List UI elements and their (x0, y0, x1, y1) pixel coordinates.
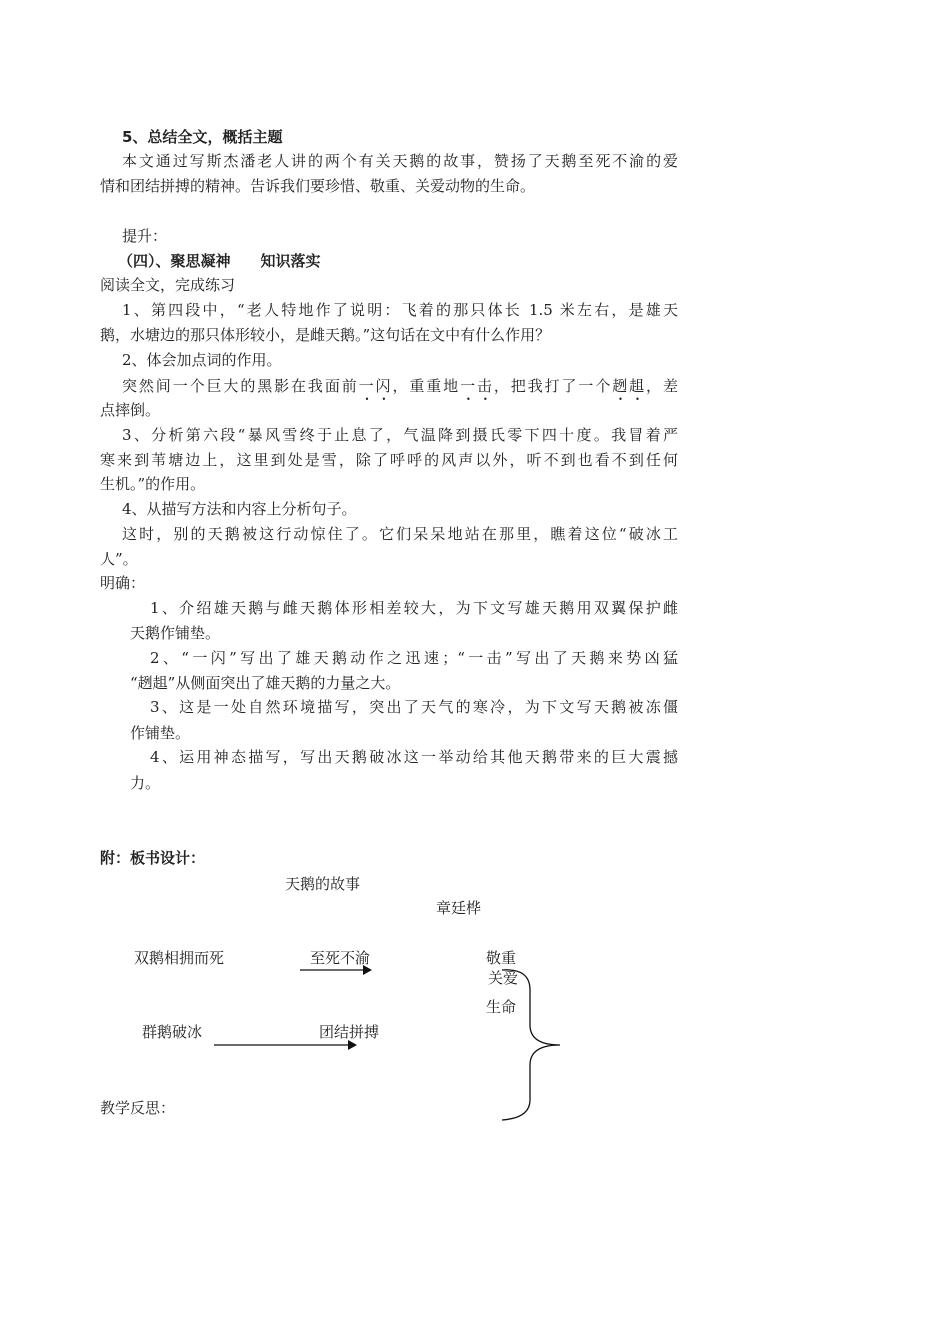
answer-1-cont: 天鹅作铺垫。 (130, 624, 221, 642)
tisheng-label: 提升： (122, 227, 168, 245)
board-conclusion-1: 敬重 (486, 949, 517, 967)
question-2-sentence-cont: 点摔倒。 (100, 401, 161, 419)
emphasis-word: 趔趄 (612, 377, 647, 395)
question-4: 4、从描写方法和内容上分析句子。 (122, 500, 357, 518)
answer-2-cont: “趔趄”从侧面突出了雄天鹅的力量之大。 (130, 674, 401, 692)
board-theme-2: 团结拼搏 (319, 1023, 380, 1041)
question-4-sentence-cont: 人”。 (100, 550, 138, 568)
text: 突然间一个巨大的黑影在我面前 (122, 377, 359, 395)
section-heading-practice: （四）、聚思凝神 知识落实 (118, 252, 321, 270)
question-3: 3、分析第六段“暴风雪终于止息了，气温降到摄氏零下四十度。我冒着严 (122, 426, 678, 444)
question-3-cont: 生机。”的作用。 (100, 475, 206, 493)
summary-text-line: 本文通过写斯杰潘老人讲的两个有关天鹅的故事，赞扬了天鹅至死不渝的爱 (122, 152, 678, 170)
board-theme-1: 至死不渝 (310, 949, 371, 967)
answer-1: 1、介绍雄天鹅与雌天鹅体形相差较大，为下文写雄天鹅用双翼保护雌 (150, 599, 678, 617)
board-design-label: 附：板书设计： (100, 849, 206, 867)
summary-text-line: 情和团结拼搏的精神。告诉我们要珍惜、敬重、关爱动物的生命。 (100, 177, 536, 195)
question-3-cont: 寒来到苇塘边上，这里到处是雪，除了呼呼的风声以外，听不到也看不到任何 (100, 451, 678, 469)
arrow-2 (214, 1040, 357, 1050)
section-heading-summary: 5、总结全文，概括主题 (122, 128, 283, 146)
board-story-2: 群鹅破冰 (142, 1023, 203, 1041)
emphasis-word: 一闪 (358, 377, 393, 395)
board-story-1: 双鹅相拥而死 (134, 949, 225, 967)
answers-label: 明确： (100, 574, 146, 592)
reflection-label: 教学反思： (100, 1099, 176, 1117)
emphasis-word: 一击 (460, 377, 494, 395)
board-conclusion-3: 生命 (486, 998, 517, 1016)
question-1: 1、第四段中，“老人特地作了说明：飞着的那只体长 1.5 米左右，是雄天 (122, 301, 678, 319)
answer-3-cont: 作铺垫。 (130, 724, 191, 742)
question-2: 2、体会加点词的作用。 (122, 351, 282, 369)
text: ，把我打了一个 (493, 377, 613, 395)
board-conclusion-2: 关爱 (488, 969, 519, 987)
practice-intro: 阅读全文，完成练习 (100, 276, 236, 294)
question-1-cont: 鹅，水塘边的那只体形较小，是雌天鹅。”这句话在文中有什么作用？ (100, 326, 551, 344)
board-author: 章廷桦 (436, 899, 482, 917)
answer-4: 4、运用神态描写，写出天鹅破冰这一举动给其他天鹅带来的巨大震撼 (150, 748, 678, 766)
question-4-sentence: 这时，别的天鹅被这行动惊住了。它们呆呆地站在那里，瞧着这位“破冰工 (122, 525, 678, 543)
answer-3: 3、这是一处自然环境描写，突出了天气的寒冷，为下文写天鹅被冻僵 (150, 698, 678, 716)
board-title: 天鹅的故事 (285, 875, 361, 893)
text: ，重重地 (392, 377, 461, 395)
curly-brace (502, 970, 560, 1120)
text: ，差 (646, 377, 678, 395)
arrow-1 (300, 965, 372, 975)
answer-2: 2、“一闪”写出了雄天鹅动作之迅速；“一击”写出了天鹅来势凶猛 (150, 649, 678, 667)
answer-4-cont: 力。 (130, 774, 161, 792)
